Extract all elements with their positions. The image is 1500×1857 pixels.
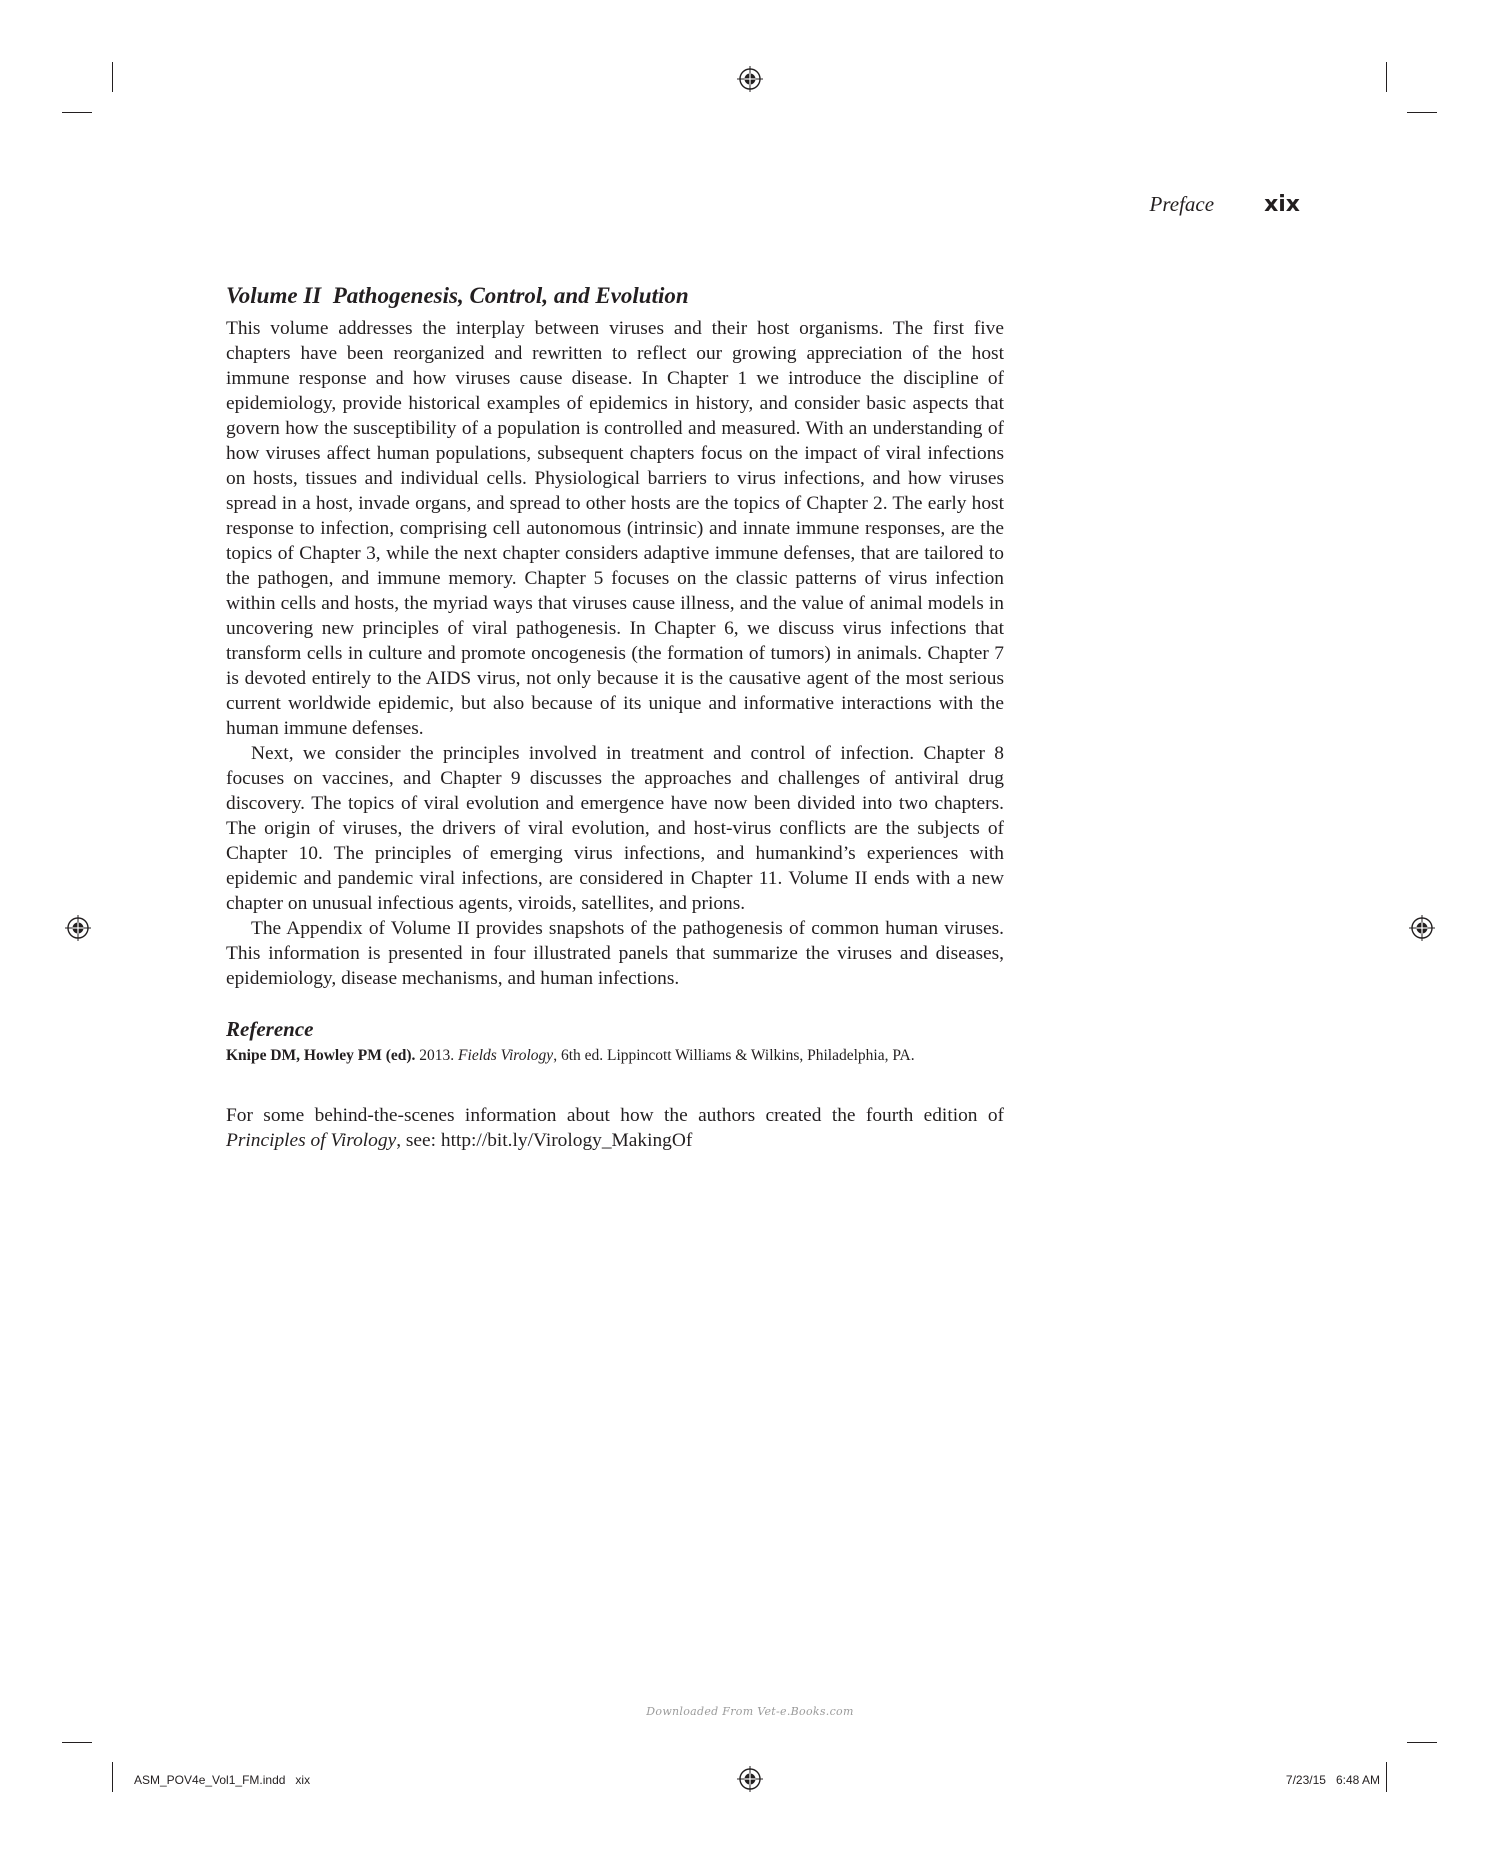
crop-mark-top-left-horizontal — [62, 112, 92, 113]
slug-file-name: ASM_POV4e_Vol1_FM.indd xix — [134, 1773, 311, 1787]
registration-target-icon — [1409, 915, 1435, 941]
crop-mark-bottom-right-horizontal — [1407, 1742, 1437, 1743]
making-of-note — [226, 1103, 1004, 1153]
note-link-text: , see: http://bit.ly/Virology_MakingOf — [396, 1130, 693, 1151]
reference-citation — [226, 1045, 1004, 1067]
running-head-label: Preface — [1149, 192, 1215, 216]
section-heading: Volume II Pathogenesis, Control, and Evolution — [226, 283, 689, 308]
crop-mark-top-left-vertical — [112, 62, 113, 92]
body-paragraph: This volume addresses the interplay between viruses and their host organisms. The first five chapters have been reorganized and rewritten to reflect our growing appreciation of the host immune response and how viruses cause disease. In Chapter 1 we introduce the discipline of epidemiology, provide historical examples of epidemics in history, and consider basic aspects that govern how the susceptibility of a population is controlled and measured. With an understanding of how viruses affect human populations, subsequent chapters focus on the impact of viral infections on hosts, tissues and individual cells. Physiological barriers to virus infections, and how viruses spread in a host, invade organs, and spread to other hosts are the topics of Chapter 2. The early host response to infection, comprising cell autonomous (intrinsic) and innate immune responses, are the topics of Chapter 3, while the next chapter considers adaptive immune defenses, that are tailored to the pathogen, and immune memory. Chapter 5 focuses on the classic patterns of virus infection within cells and hosts, the myriad ways that viruses cause illness, and the value of animal models in uncovering new principles of viral pathogenesis. In Chapter 6, we discuss virus infections that transform cells in culture and promote oncogenesis (the formation of tumors) in animals. Chapter 7 is devoted entirely to the AIDS virus, not only because it is the causative agent of the most serious current worldwide epidemic, but also because of its unique and informative interactions with the human immune defenses. — [226, 318, 1004, 739]
crop-mark-top-right-horizontal — [1407, 112, 1437, 113]
crop-mark-bottom-left-vertical — [112, 1762, 113, 1792]
note-book-title: Principles of Virology — [226, 1130, 397, 1151]
crop-mark-top-right-vertical — [1386, 62, 1387, 92]
citation-authors: Knipe DM, Howley PM (ed). — [226, 1047, 416, 1064]
body-paragraph: Next, we consider the principles involved in treatment and control of infection. Chapter 8 focuses on vaccines, and Chapter 9 discusses the approaches and challenges of antiviral drug discovery. The topics of viral evolution and emergence have now been divided into two chapters. The origin of viruses, the drivers of viral evolution, and host-virus conflicts are the subjects of Chapter 10. The principles of emerging virus infections, and humankind’s experiences with epidemic and pandemic viral infections, are considered in Chapter 11. Volume II ends with a new chapter on unusual infectious agents, viroids, satellites, and prions. — [226, 743, 1004, 914]
page-content — [226, 280, 1004, 1153]
body-paragraph: The Appendix of Volume II provides snapshots of the pathogenesis of common human viruses. This information is presented in four illustrated panels that summarize the viruses and diseases, epidemiology, disease mechanisms, and human infections. — [226, 918, 1004, 989]
crop-mark-bottom-left-horizontal — [62, 1742, 92, 1743]
registration-target-icon — [65, 915, 91, 941]
registration-target-icon — [737, 66, 763, 92]
slug-datetime: 7/23/15 6:48 AM — [1285, 1773, 1380, 1787]
note-lead: For some behind-the-scenes information about how the authors created the fourth edition of — [226, 1105, 1004, 1126]
running-head — [1000, 192, 1300, 217]
citation-year: 2013. — [415, 1047, 459, 1064]
crop-mark-bottom-right-vertical — [1386, 1762, 1387, 1792]
reference-heading: Reference — [226, 1017, 314, 1041]
page-number: xix — [1264, 192, 1300, 217]
registration-target-icon — [737, 1766, 763, 1792]
download-watermark: Downloaded From Vet-e.Books.com — [646, 1705, 854, 1718]
citation-journal: Fields Virology — [458, 1047, 554, 1064]
citation-details: , 6th ed. Lippincott Williams & Wilkins, Philadelphia, PA. — [553, 1047, 915, 1064]
